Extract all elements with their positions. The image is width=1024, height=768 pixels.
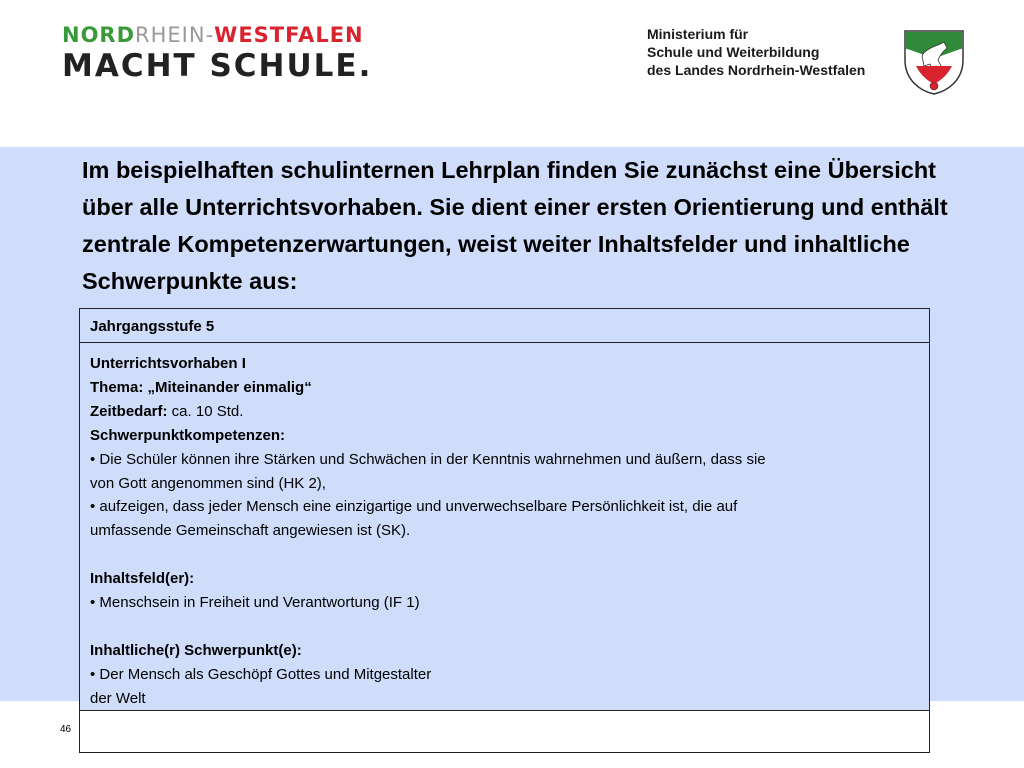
table-empty-row [80,711,929,752]
competence-bullet-2b: umfassende Gemeinschaft angewiesen ist (SK). [90,522,411,540]
slide-header [0,0,1024,147]
thema-line: Thema: „Miteinander einmalig“ [90,378,312,396]
schwerpunkt-label: Schwerpunktkompetenzen: [90,426,286,444]
table-body-cell [80,343,929,711]
competence-bullet-1a: • Die Schüler können ihre Stärken und Schwächen in der Kenntnis wahrnehmen und äußern, dass sie [90,450,766,468]
slide-headline: Im beispielhaften schulinternen Lehrplan finden Sie zunächst eine Übersicht über alle Unterrichtsvorhaben. Sie dient einer ersten Orientierung und enthält zentrale Kompetenzerwartungen, weist weiter Inhaltsfelder und inhaltliche Schwerpunkte aus: [82,157,948,294]
logo-line-2: MACHT SCHULE. [62,48,373,84]
curriculum-table [79,308,930,753]
spacer [90,543,919,567]
logo-line-1 [62,22,372,48]
ministry-line-3: des Landes Nordrhein-Westfalen [647,62,866,78]
zeitbedarf-line [90,400,919,424]
nrw-coat-of-arms-icon [902,28,966,96]
competence-bullet-1b: von Gott angenommen sind (HK 2), [90,474,326,492]
logo-word-nord: NORD [62,23,136,47]
spacer [90,615,919,639]
vorhaben-title: Unterrichtsvorhaben I [90,355,246,372]
inhaltsfeld-item: • Menschsein in Freiheit und Verantwortung (IF 1) [90,594,420,612]
competence-bullet-2a: • aufzeigen, dass jeder Mensch eine einzigartige und unverwechselbare Persönlichkeit ist, die auf [90,498,738,516]
inhaltsfeld-label: Inhaltsfeld(er): [90,570,195,588]
schwerpunkte-label: Inhaltliche(r) Schwerpunkt(e): [90,641,302,659]
ministry-line-1: Ministerium für [647,26,749,42]
zeitbedarf-value: ca. 10 Std. [167,402,244,420]
table-header-cell: Jahrgangsstufe 5 [80,309,929,343]
logo-word-rhein: RHEIN- [135,23,215,47]
ministry-line-2: Schule und Weiterbildung [647,44,820,60]
zeitbedarf-label: Zeitbedarf: [90,402,168,420]
page-number: 46 [60,724,72,735]
nrw-macht-schule-logo [62,22,372,84]
logo-word-westfalen: WESTFALEN [214,23,364,47]
ministry-name [647,25,865,79]
schwerpunkte-item-b: der Welt [90,689,146,707]
schwerpunkte-item-a: • Der Mensch als Geschöpf Gottes und Mitgestalter [90,665,432,683]
